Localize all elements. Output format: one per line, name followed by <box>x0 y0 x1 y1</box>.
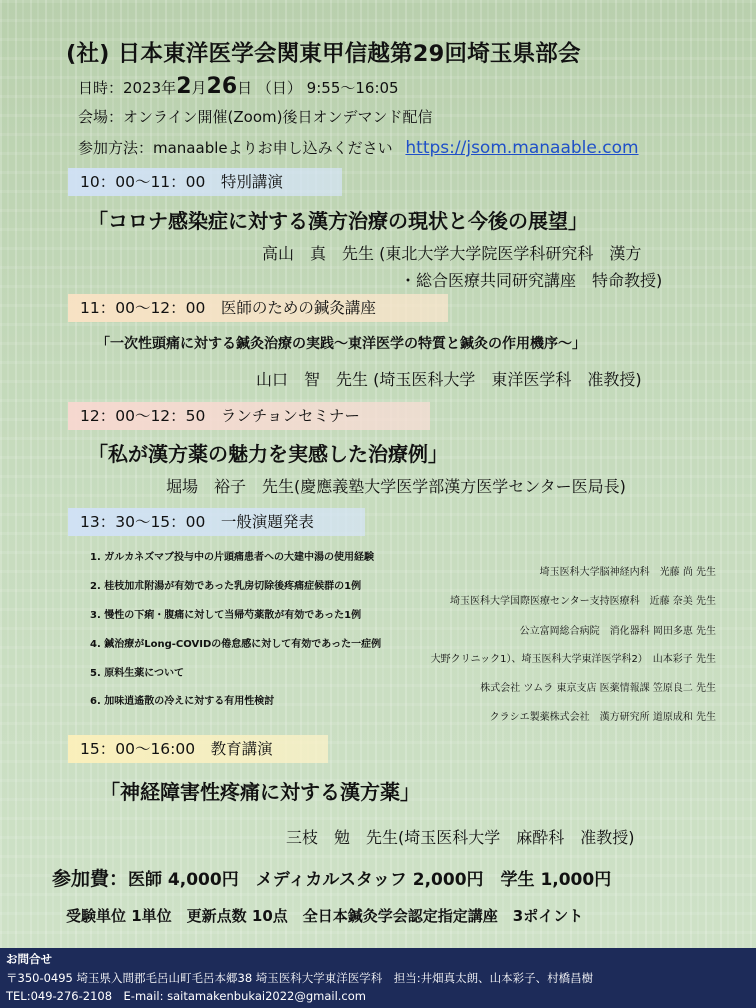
presentation-5-affiliation: 株式会社 ツムラ 東京支店 医薬情報課 笠原良二 先生 <box>480 683 716 694</box>
session-5-speaker: 三枝 勉 先生(埼玉医科大学 麻酔科 准教授) <box>286 828 635 847</box>
date-day: 26 <box>206 74 238 99</box>
contact-footer <box>0 948 756 1008</box>
session-1-title: 「コロナ感染症に対する漢方治療の現状と今後の展望」 <box>88 209 588 233</box>
date-suffix: 日 （日） 9:55〜16:05 <box>237 79 399 97</box>
presentation-5-title: 5. 原料生薬について <box>90 668 185 679</box>
session-2-time: 11：00〜12：00 医師のための鍼灸講座 <box>68 294 448 322</box>
presentation-3-affiliation: 公立富岡総合病院 消化器科 岡田多恵 先生 <box>519 626 716 637</box>
participation-fees <box>52 864 611 891</box>
contact-address: 〒350-0495 埼玉県入間郡毛呂山町毛呂本郷38 埼玉医科大学東洋医学科 担当:井畑真太朗、山本彩子、村橋昌樹 <box>6 971 594 985</box>
session-3-time: 12：00〜12：50 ランチョンセミナー <box>68 402 430 430</box>
credits: 受験単位 1単位 更新点数 10点 全日本鍼灸学会認定指定講座 3ポイント <box>66 907 584 925</box>
presentation-6-title: 6. 加味逍遙散の冷えに対する有用性検討 <box>90 696 275 707</box>
presentation-4-affiliation: 大野クリニック1）、埼玉医科大学東洋医学科2） 山本彩子 先生 <box>430 654 716 665</box>
registration-link[interactable]: https://jsom.manaable.com <box>405 138 639 158</box>
contact-tel-email: TEL:049-276-2108 E-mail: saitamakenbukai2022@gmail.com <box>6 989 366 1003</box>
session-1-speaker-affiliation: ・総合医療共同研究講座 特命教授) <box>400 271 663 290</box>
date-mid: 月 <box>191 79 207 97</box>
session-5-time: 15：00〜16:00 教育講演 <box>68 735 328 763</box>
presentation-2-affiliation: 埼玉医科大学国際医療センター支持医療科 近藤 奈美 先生 <box>450 596 716 607</box>
presentation-3-title: 3. 慢性の下痢・腹痛に対して当帰芍薬散が有効であった1例 <box>90 610 362 621</box>
session-3-title: 「私が漢方薬の魅力を実感した治療例」 <box>88 442 448 466</box>
session-5-title: 「神経障害性疼痛に対する漢方薬」 <box>100 780 420 804</box>
session-4-time: 13：30〜15：00 一般演題発表 <box>68 508 365 536</box>
date-prefix: 日時：2023年 <box>78 79 177 97</box>
session-2-title: 「一次性頭痛に対する鍼灸治療の実践〜東洋医学の特質と鍼灸の作用機序〜」 <box>96 336 586 352</box>
presentation-2-title: 2. 桂枝加朮附湯が有効であった乳房切除後疼痛症候群の1例 <box>90 581 362 592</box>
session-1-time: 10：00〜11：00 特別講演 <box>68 168 342 196</box>
fee-text: 医師 4,000円 メディカルスタッフ 2,000円 学生 1,000円 <box>128 870 612 890</box>
presentation-1-title: 1. ガルカネズマブ投与中の片頭痛患者への大建中湯の使用経験 <box>90 552 375 563</box>
date-month: 2 <box>176 74 192 99</box>
presentation-1-affiliation: 埼玉医科大学脳神経内科 光藤 尚 先生 <box>539 567 716 578</box>
contact-heading: お問合せ <box>6 952 52 966</box>
page-title: (社) 日本東洋医学会関東甲信越第29回埼玉県部会 <box>66 41 581 67</box>
presentation-6-affiliation: クラシエ製薬株式会社 漢方研究所 道原成和 先生 <box>489 712 716 723</box>
event-date <box>78 74 399 99</box>
session-2-speaker: 山口 智 先生 (埼玉医科大学 東洋医学科 准教授) <box>256 370 642 389</box>
apply-info <box>78 137 639 158</box>
session-1-speaker: 高山 真 先生 (東北大学大学院医学科研究科 漢方 <box>262 244 642 263</box>
fee-label: 参加費： <box>52 868 129 890</box>
venue: 会場：オンライン開催(Zoom)後日オンデマンド配信 <box>78 108 433 126</box>
session-3-speaker: 堀場 裕子 先生(慶應義塾大学医学部漢方医学センター医局長) <box>166 477 626 496</box>
apply-text: 参加方法：manaableよりお申し込みください <box>78 139 393 157</box>
presentation-4-title: 4. 鍼治療がLong-COVIDの倦怠感に対して有効であった一症例 <box>90 639 382 650</box>
